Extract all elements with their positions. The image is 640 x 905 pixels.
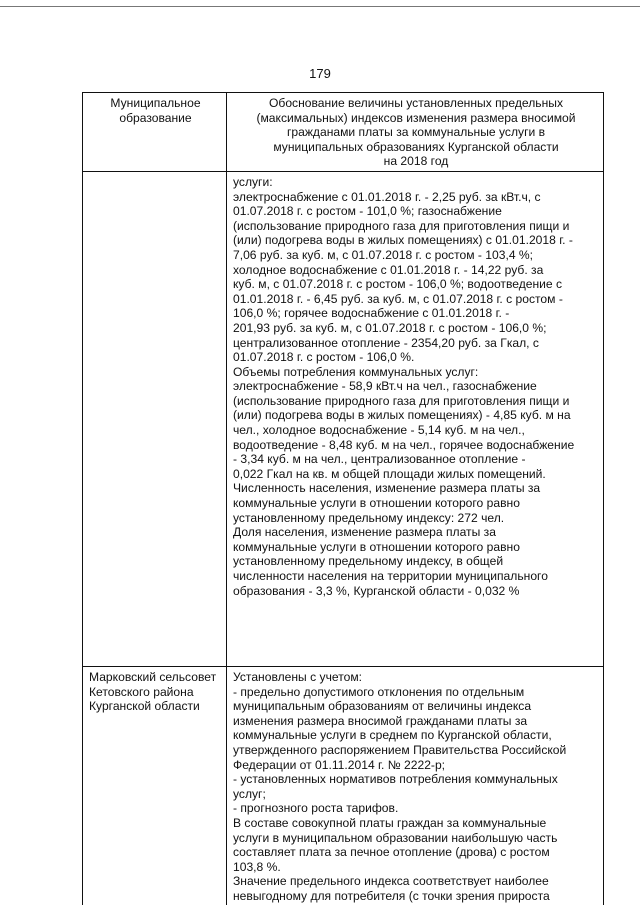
text-line: 201,93 руб. за куб. м, с 01.07.2018 г. с ростом - 106,0 %;: [233, 320, 547, 335]
text-line: водоотведение - 8,48 куб. м на чел., горячее водоснабжение: [233, 437, 575, 452]
text-line: куб. м, с 01.07.2018 г. с ростом - 106,0 %; водоотведение с: [233, 277, 563, 292]
text-line: 01.01.2018 г. - 6,45 руб. за куб. м, с 01.07.2018 г. с ростом -: [233, 291, 563, 306]
header-municipality-cell: [83, 93, 227, 172]
text-line: В составе совокупной платы граждан за коммунальные: [233, 815, 547, 830]
text-line: централизованное отопление - 2354,20 руб. за Гкал, с: [233, 335, 539, 350]
text-line: образование: [119, 110, 192, 125]
text-line: установленному предельному индексу: 272 чел.: [233, 510, 505, 525]
text-line: коммунальные услуги в среднем по Курганской области,: [233, 728, 552, 743]
text-line: муниципальным образованиям от величины индекса: [233, 699, 532, 714]
text-line: 01.07.2018 г. с ростом - 106,0 %.: [233, 350, 415, 365]
text-line: услуг;: [233, 786, 266, 801]
text-line: Численность населения, изменение размера платы за: [233, 481, 541, 496]
top-border-rule: [0, 6, 640, 7]
text-line: Федерации от 01.11.2014 г. № 2222-р;: [233, 757, 446, 772]
text-line: Курганской области: [89, 699, 200, 714]
text-line: утвержденного распоряжением Правительства Российской: [233, 742, 567, 757]
text-line: - предельно допустимого отклонения по отдельным: [233, 684, 525, 699]
text-line: 01.07.2018 г. с ростом - 101,0 %; газоснабжение: [233, 204, 502, 219]
header-municipality-text: [89, 96, 222, 125]
justification-cell: [227, 171, 604, 666]
municipality-name: [89, 670, 222, 714]
text-line: Установлены с учетом:: [233, 669, 362, 684]
text-line: Значение предельного индекса соответствует наиболее: [233, 874, 549, 889]
text-line: невыгодному для потребителя (с точки зрения прироста: [233, 888, 550, 903]
municipality-cell: [83, 171, 227, 666]
text-line: Кетовского района: [89, 684, 194, 699]
header-justification-cell: [227, 93, 604, 172]
justification-text: [233, 175, 599, 598]
justification-text: [233, 670, 599, 904]
text-line: изменения размера вносимой гражданами платы за: [233, 713, 528, 728]
text-line: численности населения на территории муниципального: [233, 569, 548, 583]
header-justification-text: [233, 96, 599, 169]
text-line: муниципальных образованиях Курганской области: [273, 139, 559, 154]
text-line: образования - 3,3 %, Курганской области - 0,032 %: [233, 583, 520, 598]
text-line: 0,022 Гкал на кв. м общей площади жилых помещений.: [233, 466, 546, 481]
table-row: [83, 666, 604, 905]
text-line: электроснабжение с 01.01.2018 г. - 2,25 руб. за кВт.ч, с: [233, 189, 541, 204]
text-line: услуги:: [233, 174, 273, 189]
text-line: Объемы потребления коммунальных услуг:: [233, 364, 479, 379]
text-line: - 3,34 куб. м на чел., централизованное отопление -: [233, 452, 526, 467]
text-line: - установленных нормативов потребления коммунальных: [233, 772, 558, 787]
text-line: установленному предельному индексу, в общей: [233, 554, 504, 569]
justification-cell: [227, 666, 604, 905]
text-line: Обоснование величины установленных предельных: [268, 96, 564, 110]
text-line: электроснабжение - 58,9 кВт.ч на чел., газоснабжение: [233, 379, 537, 394]
text-line: (использование природного газа для приготовления пищи и: [233, 218, 570, 233]
text-line: на 2018 год: [383, 154, 449, 169]
text-line: гражданами платы за коммунальные услуги в: [286, 125, 546, 140]
text-line: - прогнозного роста тарифов.: [233, 801, 399, 816]
tariff-table: [82, 92, 604, 905]
text-line: Муниципальное: [110, 96, 201, 110]
text-line: услуги в муниципальном образовании наибольшую часть: [233, 830, 558, 845]
page-number: 179: [309, 66, 331, 81]
text-line: коммунальные услуги в отношении которого равно: [233, 539, 520, 554]
text-line: Доля населения, изменение размера платы за: [233, 525, 496, 540]
text-line: холодное водоснабжение с 01.01.2018 г. - 14,22 руб. за: [233, 262, 544, 277]
text-line: составляет плата за печное отопление (дрова) с ростом: [233, 845, 550, 860]
text-line: 103,8 %.: [233, 859, 281, 874]
municipality-cell: [83, 666, 227, 905]
text-line: (или) подогрева воды в жилых помещениях) с 01.01.2018 г. -: [233, 233, 573, 248]
text-line: 7,06 руб. за куб. м, с 01.07.2018 г. с ростом - 103,4 %;: [233, 247, 534, 262]
table-row: [83, 171, 604, 666]
text-line: (использование природного газа для приготовления пищи и: [233, 393, 570, 408]
text-line: Марковский сельсовет: [89, 669, 217, 684]
text-line: 106,0 %; горячее водоснабжение с 01.01.2018 г. -: [233, 306, 510, 321]
text-line: (или) подогрева воды в жилых помещениях) - 4,85 куб. м на: [233, 408, 571, 423]
text-line: (максимальных) индексов изменения размера вносимой: [256, 110, 576, 125]
table-header-row: [83, 93, 604, 172]
text-line: коммунальные услуги в отношении которого равно: [233, 496, 520, 511]
text-line: чел., холодное водоснабжение - 5,14 куб. м на чел.,: [233, 423, 525, 438]
